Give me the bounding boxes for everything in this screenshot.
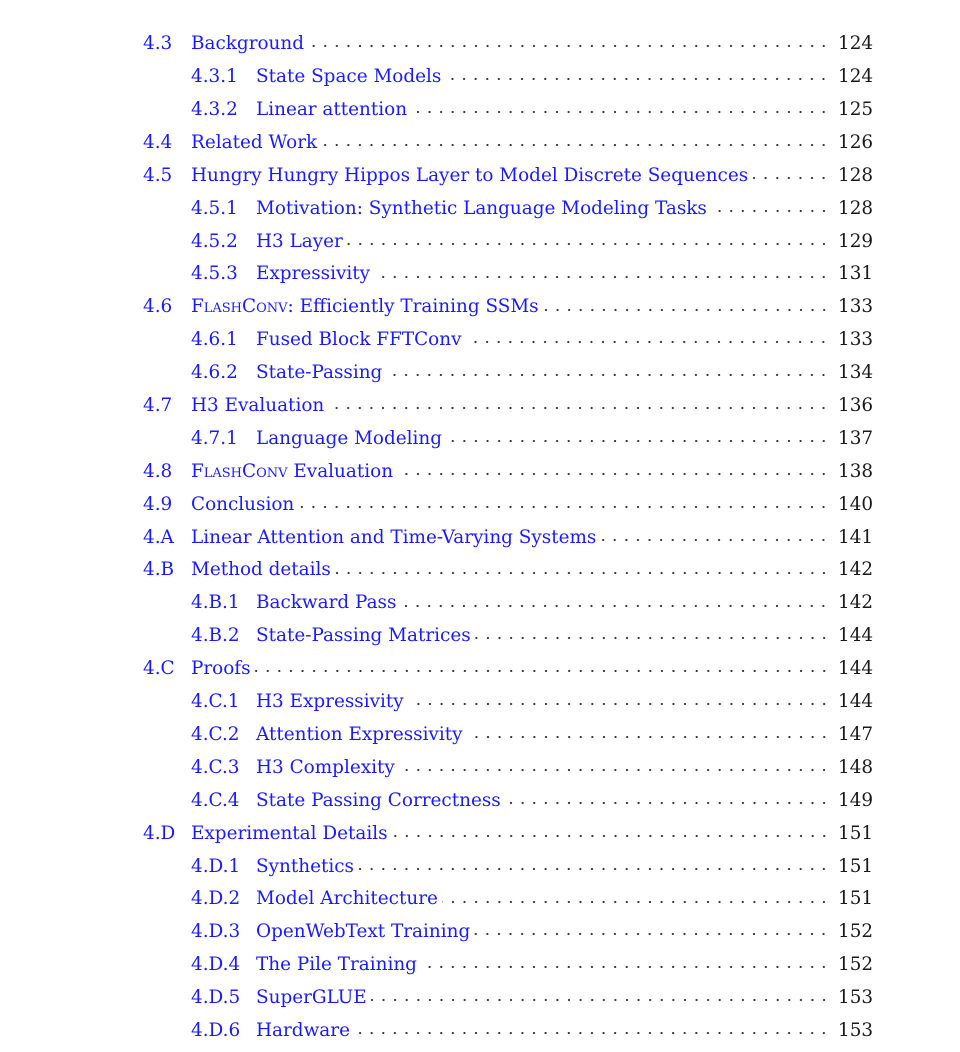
toc-page-number: 153 bbox=[838, 987, 874, 1009]
dot-leader bbox=[335, 564, 832, 582]
toc-page-number: 137 bbox=[838, 427, 874, 449]
toc-entry-4-8[interactable] bbox=[143, 456, 874, 489]
toc-number: 4.7.1 bbox=[191, 427, 238, 449]
dot-leader bbox=[358, 860, 832, 878]
toc-entry-4-d-1[interactable] bbox=[143, 850, 874, 883]
toc-number: 4.8 bbox=[143, 460, 173, 482]
toc-title-link[interactable]: Method details bbox=[191, 559, 331, 581]
toc-page-number: 140 bbox=[838, 493, 874, 515]
dot-leader bbox=[400, 597, 832, 615]
dot-leader bbox=[465, 333, 832, 351]
toc-title-link[interactable] bbox=[191, 460, 394, 482]
toc-number: 4.C bbox=[143, 658, 175, 680]
toc-title-link[interactable]: OpenWebText Training bbox=[256, 921, 471, 943]
toc-title-link[interactable]: Related Work bbox=[191, 131, 318, 153]
toc-page-number: 141 bbox=[838, 526, 874, 548]
toc-number: 4.D bbox=[143, 822, 176, 844]
toc-number: 4.D.2 bbox=[191, 888, 241, 910]
toc-entry-4-d[interactable] bbox=[143, 817, 874, 850]
dot-leader bbox=[347, 235, 832, 253]
toc-title-link[interactable]: Experimental Details bbox=[191, 822, 388, 844]
dot-leader bbox=[371, 991, 832, 1009]
flashconv-smallcaps: FlashConv bbox=[191, 460, 288, 482]
toc-page-number: 152 bbox=[838, 954, 874, 976]
dot-leader bbox=[752, 169, 832, 187]
toc-page-number: 147 bbox=[838, 723, 874, 745]
toc-page-number: 151 bbox=[838, 855, 874, 877]
toc-title-rest: Evaluation bbox=[287, 460, 394, 482]
toc-entry-4-d-4[interactable] bbox=[143, 949, 874, 982]
dot-leader bbox=[467, 728, 832, 746]
toc-entry-4-3[interactable] bbox=[143, 28, 874, 61]
toc-title-link[interactable]: Attention Expressivity bbox=[256, 723, 463, 745]
toc-number: 4.7 bbox=[143, 395, 173, 417]
toc-entry-4-c-4[interactable] bbox=[143, 784, 874, 817]
toc-title-link[interactable]: Proofs bbox=[191, 658, 251, 680]
toc-page-number: 149 bbox=[838, 789, 874, 811]
toc-page-number: 138 bbox=[838, 460, 874, 482]
dot-leader bbox=[354, 1024, 832, 1042]
toc-title-link[interactable]: The Pile Training bbox=[256, 954, 417, 976]
toc-number: 4.C.2 bbox=[191, 723, 240, 745]
toc-page-number: 144 bbox=[838, 658, 874, 680]
flashconv-smallcaps: FlashConv bbox=[191, 296, 288, 318]
dot-leader bbox=[442, 893, 832, 911]
toc-page-number: 148 bbox=[838, 756, 874, 778]
dot-leader bbox=[711, 202, 832, 220]
toc-title-link[interactable]: State Passing Correctness bbox=[256, 789, 501, 811]
toc-number: 4.D.6 bbox=[191, 1019, 241, 1041]
dot-leader bbox=[445, 70, 832, 88]
dot-leader bbox=[397, 465, 832, 483]
toc-title-link[interactable]: Linear attention bbox=[256, 99, 408, 121]
toc-entry-4-5-3[interactable] bbox=[143, 258, 874, 291]
toc-title-link[interactable]: State Space Models bbox=[256, 66, 442, 88]
toc-number: 4.5.1 bbox=[191, 197, 238, 219]
toc-entry-4-6-1[interactable] bbox=[143, 324, 874, 357]
toc-title-link[interactable]: SuperGLUE bbox=[256, 987, 367, 1009]
toc-page-number: 152 bbox=[838, 921, 874, 943]
dot-leader bbox=[308, 37, 832, 55]
toc-title-link[interactable]: Expressivity bbox=[256, 263, 371, 285]
dot-leader bbox=[475, 629, 832, 647]
toc-entry-4-b-2[interactable] bbox=[143, 620, 874, 653]
toc-title-link[interactable]: Model Architecture bbox=[256, 888, 438, 910]
toc-number: 4.A bbox=[143, 526, 174, 548]
toc-title-link[interactable]: State-Passing Matrices bbox=[256, 625, 471, 647]
dot-leader bbox=[446, 432, 832, 450]
dot-leader bbox=[505, 794, 832, 812]
dot-leader bbox=[543, 301, 832, 319]
toc-page-number: 144 bbox=[838, 625, 874, 647]
dot-leader bbox=[298, 498, 832, 516]
toc-entry-4-a[interactable] bbox=[143, 521, 874, 554]
dot-leader bbox=[474, 925, 832, 943]
toc-entry-4-4[interactable] bbox=[143, 127, 874, 160]
toc-title-link[interactable]: H3 Expressivity bbox=[256, 691, 404, 713]
toc-entry-4-3-2[interactable] bbox=[143, 94, 874, 127]
toc-page-number: 129 bbox=[838, 230, 874, 252]
toc-entry-4-c-1[interactable] bbox=[143, 686, 874, 719]
toc-page-number: 126 bbox=[838, 131, 874, 153]
dot-leader bbox=[421, 958, 832, 976]
dot-leader bbox=[408, 695, 832, 713]
toc-number: 4.D.1 bbox=[191, 855, 241, 877]
toc-entry-4-9[interactable] bbox=[143, 488, 874, 521]
toc-number: 4.4 bbox=[143, 131, 173, 153]
dot-leader bbox=[328, 399, 832, 417]
dot-leader bbox=[392, 827, 832, 845]
toc-page-number: 134 bbox=[838, 362, 874, 384]
toc-entry-4-c-2[interactable] bbox=[143, 719, 874, 752]
toc-title-link[interactable]: Background bbox=[191, 33, 305, 55]
dot-leader bbox=[600, 531, 832, 549]
toc-page-number: 151 bbox=[838, 888, 874, 910]
toc-title-link[interactable]: Hardware bbox=[256, 1019, 350, 1041]
toc-entry-4-d-5[interactable] bbox=[143, 982, 874, 1015]
toc-title-link[interactable] bbox=[191, 298, 539, 316]
toc-number: 4.B.1 bbox=[191, 592, 240, 614]
toc-title-link[interactable]: H3 Layer bbox=[256, 230, 343, 252]
toc-number: 4.5 bbox=[143, 164, 173, 186]
toc-page-number: 153 bbox=[838, 1019, 874, 1041]
toc-page-number: 131 bbox=[838, 263, 874, 285]
toc-entry-4-d-2[interactable] bbox=[143, 883, 874, 916]
toc-title-link[interactable]: Language Modeling bbox=[256, 427, 443, 449]
toc-title-link[interactable]: Backward Pass bbox=[256, 592, 397, 614]
toc-entry-4-c[interactable] bbox=[143, 653, 874, 686]
dot-leader bbox=[411, 103, 832, 121]
toc-entry-4-c-3[interactable] bbox=[143, 752, 874, 785]
toc-number: 4.C.3 bbox=[191, 756, 240, 778]
toc-entry-4-d-3[interactable] bbox=[143, 916, 874, 949]
toc-title-link[interactable]: State-Passing bbox=[256, 362, 383, 384]
toc-page-number: 125 bbox=[838, 99, 874, 121]
toc-entry-4-d-6[interactable] bbox=[143, 1015, 874, 1048]
dot-leader bbox=[255, 662, 832, 680]
dot-leader bbox=[386, 366, 832, 384]
table-of-contents bbox=[143, 28, 874, 1048]
toc-entry-4-5-1[interactable] bbox=[143, 192, 874, 225]
toc-number: 4.B.2 bbox=[191, 625, 240, 647]
toc-number: 4.3.1 bbox=[191, 66, 238, 88]
toc-page-number: 124 bbox=[838, 66, 874, 88]
toc-entry-4-b-1[interactable] bbox=[143, 587, 874, 620]
toc-page-number: 124 bbox=[838, 33, 874, 55]
toc-entry-4-7-1[interactable] bbox=[143, 423, 874, 456]
toc-page-number: 144 bbox=[838, 691, 874, 713]
toc-title-link[interactable]: Fused Block FFTConv bbox=[256, 329, 462, 351]
toc-number: 4.D.5 bbox=[191, 987, 241, 1009]
dot-leader bbox=[321, 136, 832, 154]
toc-number: 4.6.2 bbox=[191, 362, 238, 384]
toc-number: 4.6.1 bbox=[191, 329, 238, 351]
toc-page-number: 133 bbox=[838, 329, 874, 351]
toc-number: 4.6 bbox=[143, 296, 173, 318]
toc-title-link[interactable]: Hungry Hungry Hippos Layer to Model Discrete Sequences bbox=[191, 164, 749, 186]
toc-entry-4-b[interactable] bbox=[143, 554, 874, 587]
toc-page-number: 142 bbox=[838, 592, 874, 614]
toc-entry-4-7[interactable] bbox=[143, 390, 874, 423]
toc-page-number: 136 bbox=[838, 395, 874, 417]
toc-title-link[interactable]: Motivation: Synthetic Language Modeling Tasks bbox=[256, 197, 707, 219]
toc-entry-4-5-2[interactable] bbox=[143, 225, 874, 258]
dot-leader bbox=[374, 268, 832, 286]
toc-title-link[interactable]: H3 Evaluation bbox=[191, 395, 325, 417]
toc-number: 4.D.3 bbox=[191, 921, 241, 943]
toc-entry-4-6-2[interactable] bbox=[143, 357, 874, 390]
toc-entry-4-5[interactable] bbox=[143, 160, 874, 193]
toc-title-link[interactable]: H3 Complexity bbox=[256, 756, 395, 778]
toc-number: 4.C.4 bbox=[191, 789, 240, 811]
toc-title-rest: : Efficiently Training SSMs bbox=[287, 296, 539, 318]
toc-page-number: 133 bbox=[838, 296, 874, 318]
toc-number: 4.D.4 bbox=[191, 954, 241, 976]
toc-entry-4-3-1[interactable] bbox=[143, 61, 874, 94]
toc-page-number: 128 bbox=[838, 164, 874, 186]
toc-entry-4-6[interactable] bbox=[143, 291, 874, 324]
toc-title-link[interactable]: Conclusion bbox=[191, 493, 295, 515]
toc-number: 4.C.1 bbox=[191, 691, 240, 713]
toc-title-link[interactable]: Synthetics bbox=[256, 855, 354, 877]
toc-number: 4.9 bbox=[143, 493, 173, 515]
toc-number: 4.3.2 bbox=[191, 99, 238, 121]
toc-number: 4.B bbox=[143, 559, 175, 581]
toc-page-number: 128 bbox=[838, 197, 874, 219]
toc-page-number: 142 bbox=[838, 559, 874, 581]
toc-number: 4.5.3 bbox=[191, 263, 238, 285]
toc-title-link[interactable]: Linear Attention and Time-Varying Systems bbox=[191, 526, 597, 548]
toc-page-number: 151 bbox=[838, 822, 874, 844]
toc-number: 4.3 bbox=[143, 33, 173, 55]
dot-leader bbox=[399, 761, 832, 779]
toc-number: 4.5.2 bbox=[191, 230, 238, 252]
